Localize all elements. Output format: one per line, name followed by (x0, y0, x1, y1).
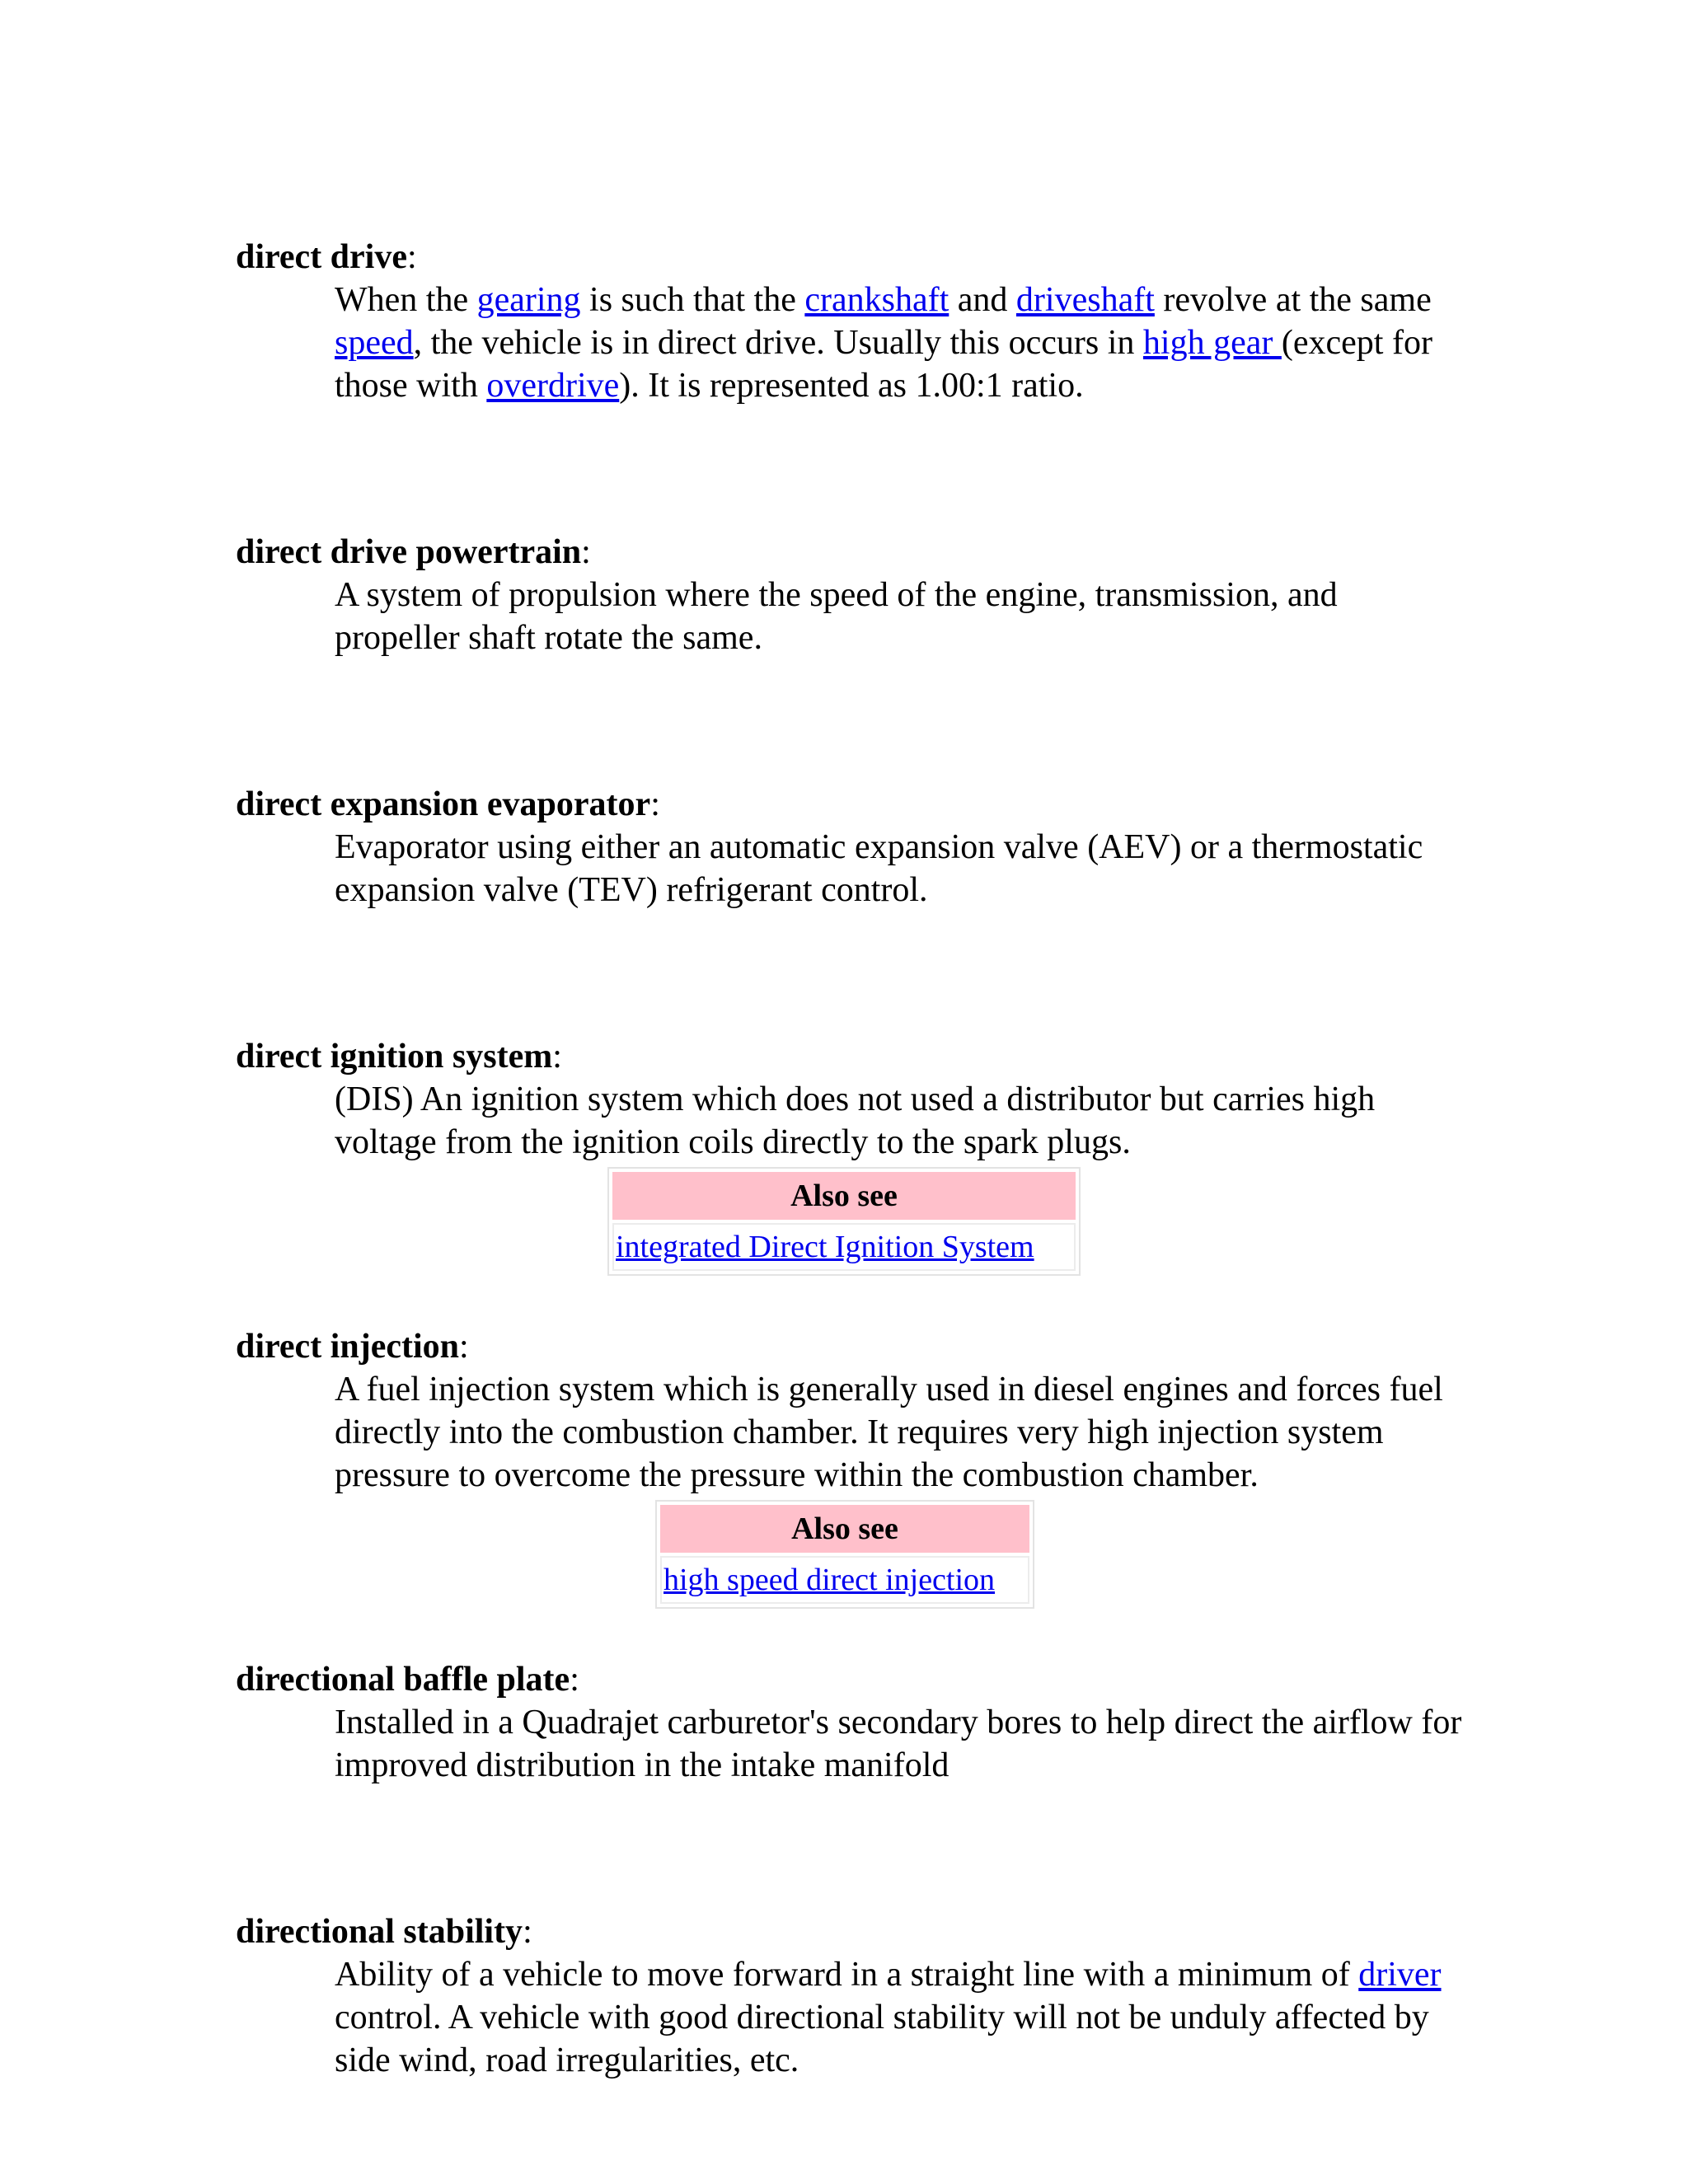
term-heading: direct ignition system (236, 1038, 553, 1076)
definition-text (335, 1953, 1464, 2082)
entry-spacer (236, 1787, 1472, 1910)
glossary-entry-direct-expansion-evaporator (236, 783, 1472, 912)
link-overdrive[interactable]: overdrive (486, 367, 620, 405)
also-see-table (655, 1500, 1034, 1609)
glossary-entry-direct-drive (236, 236, 1472, 407)
term-line: direct drive: (236, 238, 417, 276)
glossary-entry-direct-injection (236, 1325, 1472, 1609)
entry-spacer (236, 1609, 1472, 1658)
term-heading: direct expansion evaporator (236, 785, 651, 823)
definition-text: A fuel injection system which is generally used in diesel engines and forces fuel directly into the combustion chamber. It requires very high injection system pressure to overcome the pressure within the combustion chamber. (335, 1371, 1443, 1494)
text-run: (except for those with (335, 324, 1432, 405)
definition-text: Evaporator using either an automatic expansion valve (AEV) or a thermostatic expansion valve (TEV) refrigerant control. (335, 828, 1423, 909)
text-run: is such that the (580, 281, 805, 319)
term-line: direct ignition system: (236, 1038, 562, 1076)
link-speed[interactable]: speed (335, 324, 414, 362)
text-run: ). It is represented as 1.00:1 ratio. (619, 367, 1084, 405)
text-run: control. A vehicle with good directional stability will not be unduly affected by side wind, road irregularities, etc. (335, 1999, 1429, 2079)
term-heading: direct drive powertrain (236, 533, 582, 571)
glossary-entry-direct-ignition-system (236, 1035, 1472, 1276)
also-see-cell (612, 1223, 1076, 1271)
link-driver[interactable]: driver (1358, 1956, 1442, 1994)
link-driveshaft[interactable]: driveshaft (1015, 281, 1155, 319)
link-integrated-direct-ignition-system[interactable]: integrated Direct Ignition System (616, 1230, 1034, 1264)
term-heading: direct drive (236, 238, 407, 276)
glossary (236, 236, 1472, 2082)
entry-spacer (236, 407, 1472, 531)
link-crankshaft[interactable]: crankshaft (804, 281, 950, 319)
link-high-gear[interactable]: high gear (1142, 324, 1282, 362)
text-run: Ability of a vehicle to move forward in a straight line with a minimum of (335, 1956, 1359, 1994)
text-run: , the vehicle is in direct drive. Usually this occurs in (413, 324, 1143, 362)
also-see-cell (660, 1556, 1029, 1604)
text-run: When the (335, 281, 477, 319)
term-heading: directional stability (236, 1913, 523, 1951)
term-line: directional baffle plate: (236, 1661, 579, 1699)
term-line: directional stability: (236, 1913, 532, 1951)
entry-spacer (236, 912, 1472, 1035)
definition-text: (DIS) An ignition system which does not used a distributor but carries high voltage from the ignition coils directly to the spark plugs. (335, 1080, 1376, 1161)
glossary-entry-directional-stability (236, 1910, 1472, 2082)
also-see-header: Also see (660, 1505, 1029, 1553)
link-high-speed-direct-injection[interactable]: high speed direct injection (663, 1563, 996, 1597)
text-run: revolve at the same (1154, 281, 1432, 319)
text-run: and (949, 281, 1016, 319)
term-heading: direct injection (236, 1328, 459, 1366)
term-heading: directional baffle plate (236, 1661, 570, 1699)
also-see-header: Also see (612, 1172, 1076, 1220)
definition-text (335, 279, 1464, 407)
entry-spacer (236, 1276, 1472, 1325)
glossary-entry-directional-baffle-plate (236, 1658, 1472, 1787)
glossary-entry-direct-drive-powertrain (236, 531, 1472, 659)
term-line: direct expansion evaporator: (236, 785, 660, 823)
link-gearing[interactable]: gearing (476, 281, 581, 319)
entry-spacer (236, 659, 1472, 783)
also-see-table (607, 1167, 1081, 1276)
term-line: direct injection: (236, 1328, 469, 1366)
term-line: direct drive powertrain: (236, 533, 591, 571)
definition-text: Installed in a Quadrajet carburetor's secondary bores to help direct the airflow for improved distribution in the intake manifold (335, 1704, 1462, 1784)
definition-text: A system of propulsion where the speed of the engine, transmission, and propeller shaft rotate the same. (335, 576, 1338, 657)
